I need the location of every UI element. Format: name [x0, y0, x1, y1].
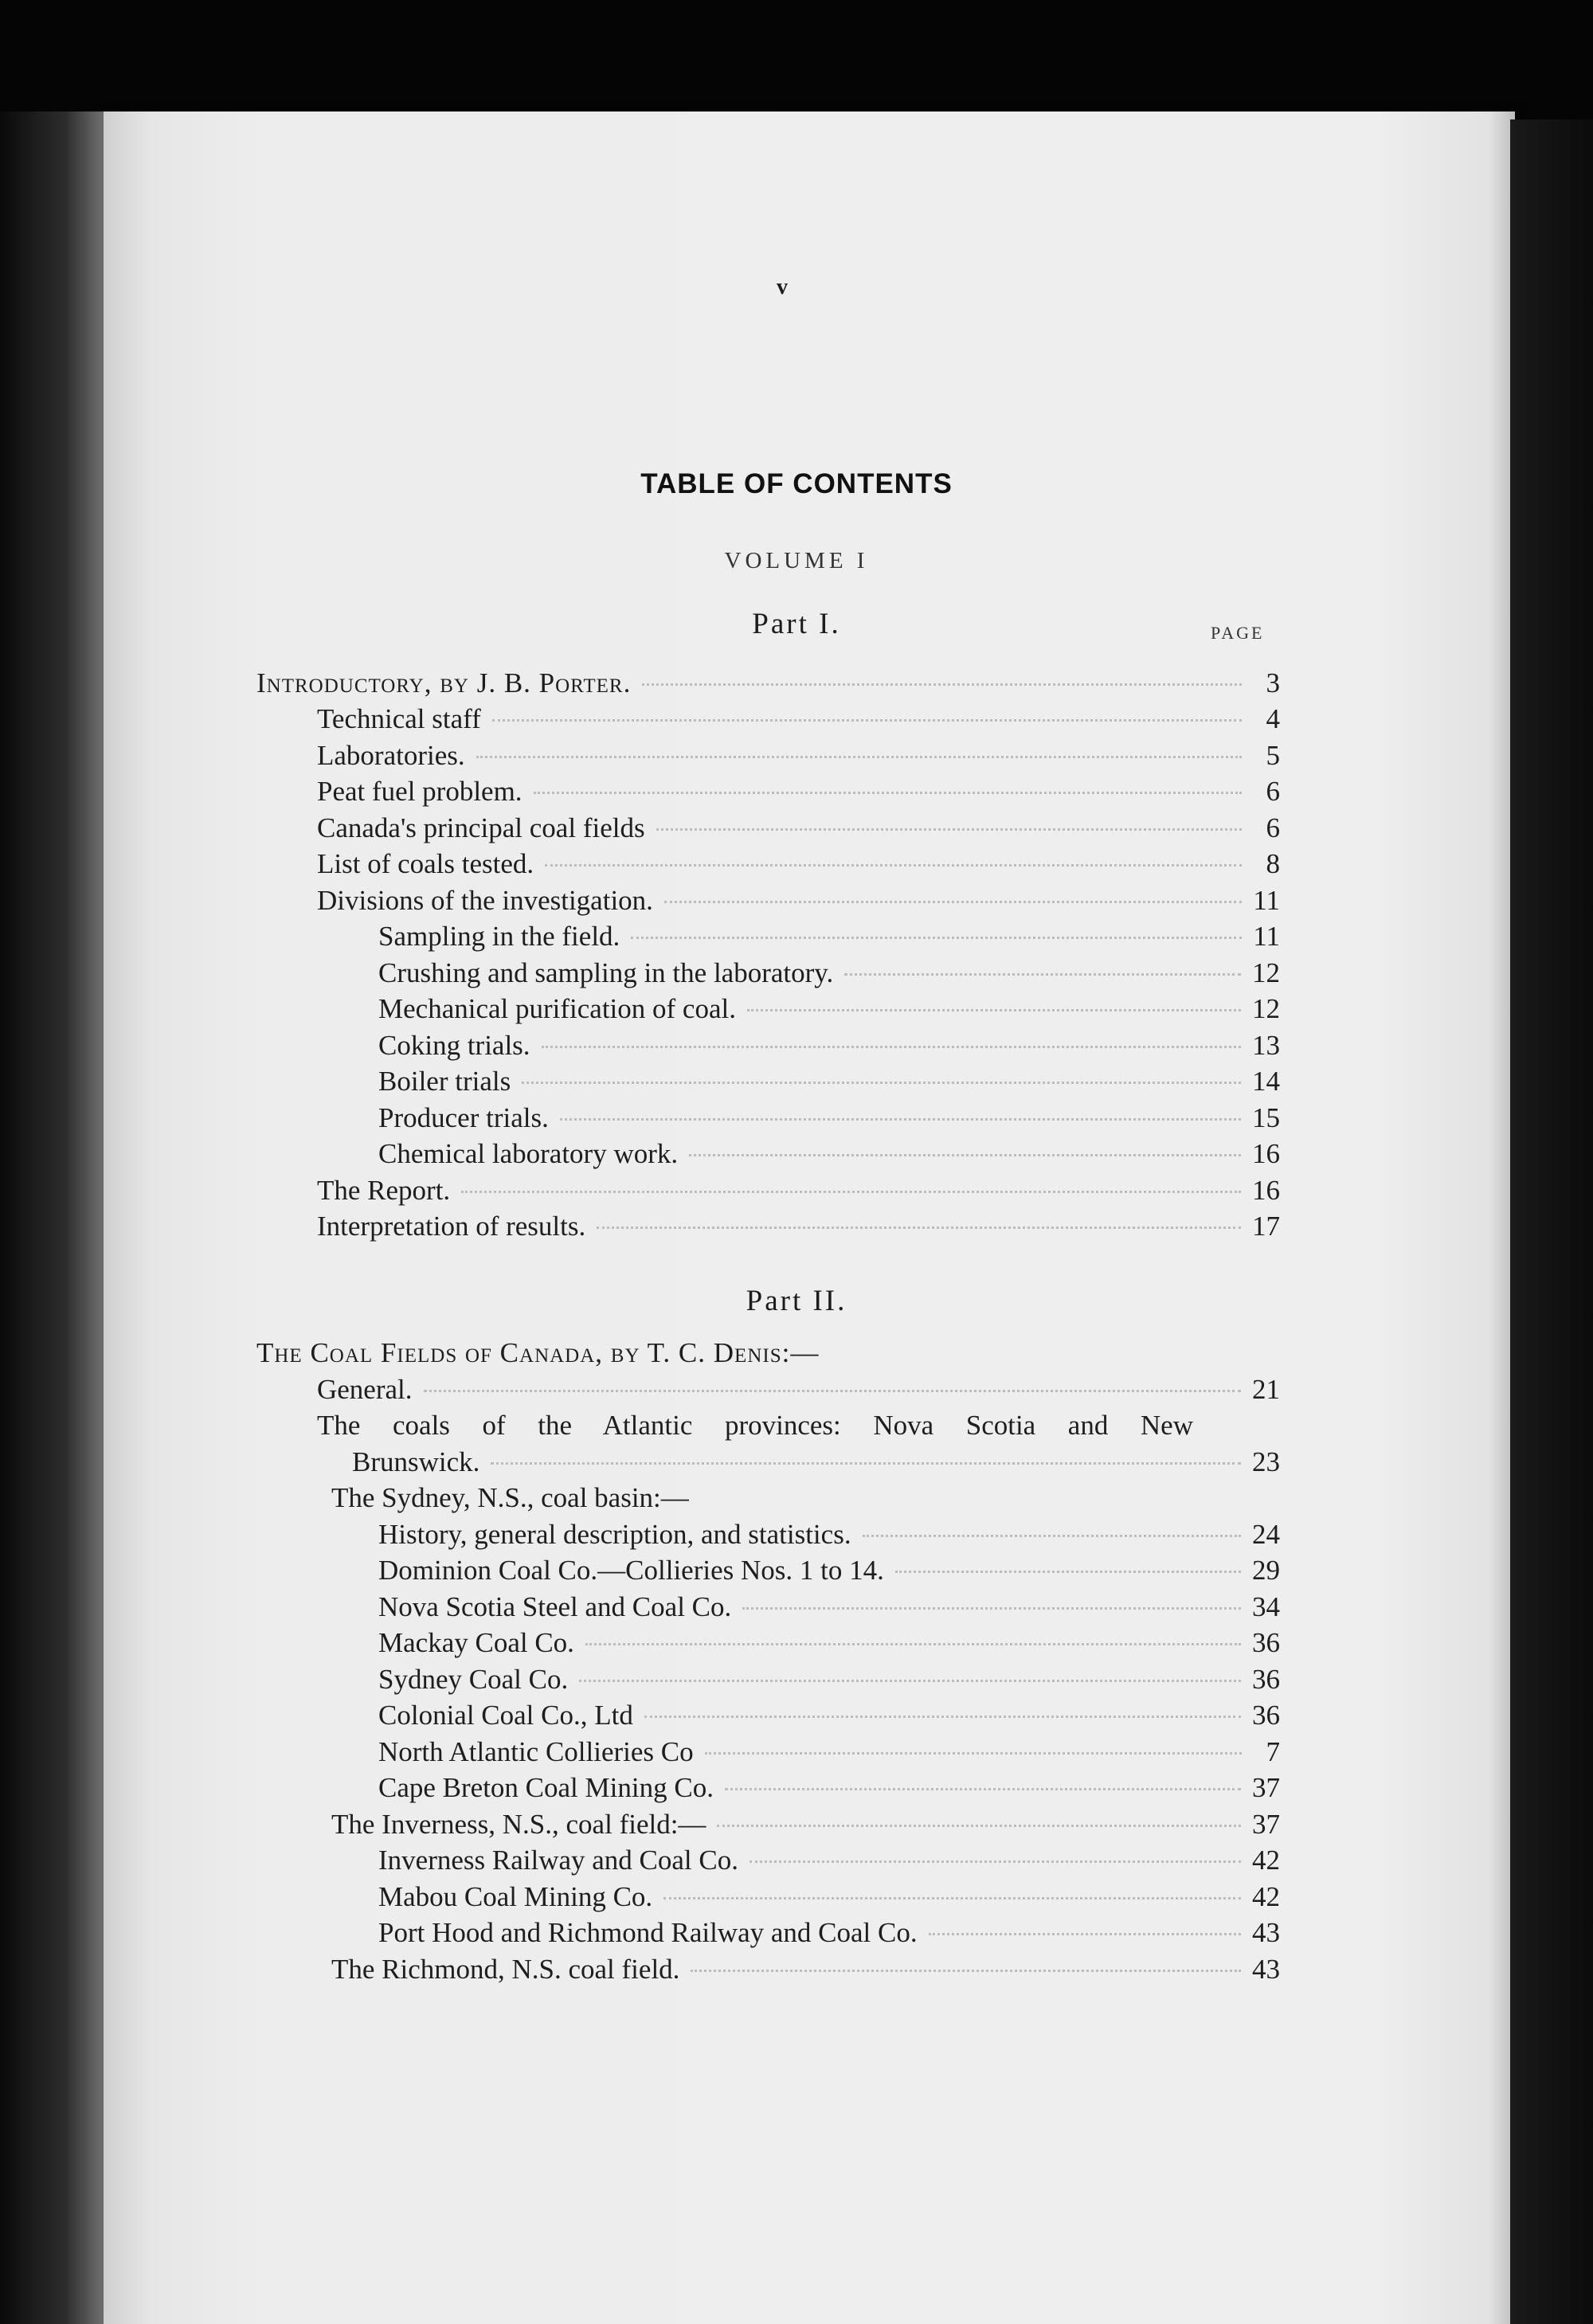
- dot-leader: [863, 1535, 1241, 1537]
- toc-subentry: [378, 1590, 1280, 1625]
- toc-entry-page: 37: [1252, 1809, 1280, 1840]
- volume-label: VOLUME I: [724, 548, 869, 573]
- toc-entry: [256, 1336, 1280, 1371]
- toc-entry-page: 36: [1252, 1627, 1280, 1658]
- dot-leader: [492, 719, 1242, 722]
- toc-entry-label: Colonial Coal Co., Ltd: [378, 1700, 633, 1731]
- toc-subentry: [378, 1915, 1280, 1950]
- toc-entry-page: 42: [1252, 1845, 1280, 1876]
- toc-subentry: [378, 1517, 1280, 1552]
- toc-entry-label: Introductory, by J. B. Porter.: [256, 667, 632, 698]
- dot-leader: [705, 1752, 1242, 1755]
- toc-entry-label: Boiler trials: [378, 1066, 511, 1097]
- dot-leader: [895, 1571, 1241, 1573]
- dot-leader: [664, 901, 1242, 903]
- toc-entry-label: Interpretation of results.: [317, 1211, 586, 1242]
- toc-entry-label: Canada's principal coal fields: [317, 812, 645, 843]
- toc-entry-page: 21: [1252, 1374, 1280, 1405]
- toc-subentry: [378, 992, 1280, 1027]
- dot-leader: [491, 1462, 1241, 1465]
- toc-entry-page: 17: [1252, 1211, 1280, 1242]
- dot-leader: [631, 937, 1242, 939]
- toc-entry-page: 11: [1253, 921, 1280, 952]
- toc-subentry: [378, 1101, 1280, 1136]
- toc-entry-label-line-1: The coals of the Atlantic provinces: Nova Scotia and New: [317, 1410, 1193, 1441]
- toc-entry-label: Sydney Coal Co.: [378, 1664, 569, 1695]
- toc-entry-label: Coking trials.: [378, 1030, 530, 1061]
- dot-leader: [522, 1082, 1241, 1084]
- toc-entry: [352, 1445, 1280, 1480]
- dot-leader: [424, 1390, 1241, 1392]
- toc-section-heading: [331, 1481, 1280, 1516]
- toc-entry-page: 36: [1252, 1700, 1280, 1731]
- toc-entry-label: Mechanical purification of coal.: [378, 993, 736, 1024]
- toc-entry: [317, 738, 1280, 773]
- toc-entry-label: History, general description, and statistics.: [378, 1519, 851, 1550]
- toc-entry-page: 29: [1252, 1555, 1280, 1586]
- toc-entry: [317, 774, 1280, 809]
- dot-leader: [579, 1680, 1241, 1682]
- toc-entry-label: The Report.: [317, 1175, 451, 1206]
- dot-leader: [663, 1897, 1241, 1899]
- toc-subentry: [378, 956, 1280, 991]
- toc-subentry: [378, 919, 1280, 954]
- scan-background-top: [0, 0, 1593, 119]
- page-number: v: [777, 275, 788, 299]
- dot-leader: [656, 828, 1242, 831]
- toc-entry: [317, 847, 1280, 882]
- toc-subentry: [378, 1553, 1280, 1588]
- toc-entry: [317, 811, 1280, 846]
- toc-subentry: [378, 1064, 1280, 1099]
- toc-entry-page: 6: [1266, 776, 1280, 807]
- dot-leader: [545, 864, 1242, 867]
- toc-entry-page: 12: [1252, 993, 1280, 1024]
- toc-entry: [317, 1173, 1280, 1208]
- toc-subentry: [378, 1735, 1280, 1770]
- toc-entry: [256, 666, 1280, 701]
- toc-entry-label: Producer trials.: [378, 1102, 549, 1133]
- toc-section-heading: [331, 1952, 1280, 1987]
- toc-subentry: [378, 1843, 1280, 1878]
- dot-leader: [597, 1227, 1241, 1229]
- dot-leader: [725, 1788, 1241, 1790]
- toc-entry-page: 16: [1252, 1175, 1280, 1206]
- toc-entry-page: 11: [1253, 885, 1280, 916]
- toc-entry-page: 6: [1266, 812, 1280, 843]
- part-2-heading: Part II.: [746, 1285, 847, 1317]
- toc-entry: [317, 702, 1280, 737]
- toc-entry-page: 5: [1266, 740, 1280, 771]
- page-column-header: PAGE: [1211, 623, 1265, 643]
- toc-entry-page: 8: [1266, 848, 1280, 879]
- toc-section-heading: [331, 1807, 1280, 1842]
- dot-leader: [461, 1191, 1241, 1193]
- dot-leader: [642, 683, 1242, 686]
- toc-entry-label: The Inverness, N.S., coal field:—: [331, 1809, 706, 1840]
- toc-entry-label: Port Hood and Richmond Railway and Coal Co.: [378, 1917, 918, 1948]
- toc-entry-label: Peat fuel problem.: [317, 776, 523, 807]
- toc-entry-page: 34: [1252, 1591, 1280, 1622]
- toc-entry-label: The Richmond, N.S. coal field.: [331, 1954, 680, 1985]
- toc-entry-page: 16: [1252, 1138, 1280, 1169]
- dot-leader: [585, 1643, 1241, 1645]
- part-1-heading: Part I.: [752, 608, 841, 640]
- dot-leader: [742, 1607, 1241, 1610]
- toc-entry-page: 4: [1266, 703, 1280, 734]
- page-title: TABLE OF CONTENTS: [640, 468, 953, 499]
- toc-entry-label: North Atlantic Collieries Co: [378, 1736, 694, 1767]
- toc-entry-label-line-2: Brunswick.: [352, 1446, 480, 1477]
- dot-leader: [542, 1046, 1241, 1048]
- toc-subentry: [378, 1137, 1280, 1172]
- toc-entry-label: Nova Scotia Steel and Coal Co.: [378, 1591, 732, 1622]
- toc-entry-page: 15: [1252, 1102, 1280, 1133]
- toc-entry-page: 42: [1252, 1881, 1280, 1912]
- toc-entry-page: 23: [1252, 1446, 1280, 1477]
- dot-leader: [476, 756, 1242, 758]
- scan-background-right: [1510, 119, 1593, 2324]
- toc-subentry: [378, 1662, 1280, 1697]
- toc-entry-label: Inverness Railway and Coal Co.: [378, 1845, 738, 1876]
- toc-entry: [317, 1209, 1280, 1244]
- toc-entry-page: 37: [1252, 1772, 1280, 1803]
- dot-leader: [534, 792, 1242, 794]
- toc-entry-page: 24: [1252, 1519, 1280, 1550]
- toc-subentry: [378, 1028, 1280, 1063]
- toc-entry-label: General.: [317, 1374, 413, 1405]
- toc-entry-label: Divisions of the investigation.: [317, 885, 653, 916]
- toc-entry-page: 12: [1252, 957, 1280, 988]
- toc-entry-label: Laboratories.: [317, 740, 465, 771]
- dot-leader: [689, 1154, 1241, 1156]
- toc-entry-page: 13: [1252, 1030, 1280, 1061]
- toc-entry-label: Crushing and sampling in the laboratory.: [378, 957, 834, 988]
- dot-leader: [717, 1825, 1241, 1827]
- toc-entry-page: 14: [1252, 1066, 1280, 1097]
- dot-leader: [560, 1118, 1241, 1121]
- toc-subentry: [378, 1770, 1280, 1806]
- toc-entry-page: 7: [1266, 1736, 1280, 1767]
- dot-leader: [750, 1860, 1241, 1863]
- dot-leader: [644, 1716, 1241, 1718]
- toc-entry-label: The Sydney, N.S., coal basin:—: [331, 1482, 689, 1513]
- dot-leader: [747, 1009, 1241, 1011]
- toc-entry-label: The Coal Fields of Canada, by T. C. Denis:—: [256, 1337, 820, 1368]
- toc-entry: [317, 883, 1280, 918]
- toc-entry-label: Sampling in the field.: [378, 921, 620, 952]
- toc-entry-label: Chemical laboratory work.: [378, 1138, 679, 1169]
- dot-leader: [691, 1970, 1241, 1972]
- toc-subentry: [378, 1698, 1280, 1733]
- toc-entry: [317, 1372, 1280, 1407]
- toc-entry-label: Cape Breton Coal Mining Co.: [378, 1772, 714, 1803]
- dot-leader: [844, 973, 1241, 976]
- toc-entry-page: 43: [1252, 1954, 1280, 1985]
- toc-entry-label: Dominion Coal Co.—Collieries Nos. 1 to 14.: [378, 1555, 884, 1586]
- toc-entry-label: Technical staff: [317, 703, 481, 734]
- toc-entry-page: 3: [1266, 667, 1280, 698]
- toc-subentry: [378, 1626, 1280, 1661]
- toc-entry-label: Mabou Coal Mining Co.: [378, 1881, 653, 1912]
- toc-subentry: [378, 1880, 1280, 1915]
- toc-entry-label: Mackay Coal Co.: [378, 1627, 574, 1658]
- book-spine-shadow: [0, 112, 119, 2324]
- toc-entry-page: 43: [1252, 1917, 1280, 1948]
- dot-leader: [929, 1933, 1241, 1935]
- toc-entry-page: 36: [1252, 1664, 1280, 1695]
- toc-entry-label: List of coals tested.: [317, 848, 534, 879]
